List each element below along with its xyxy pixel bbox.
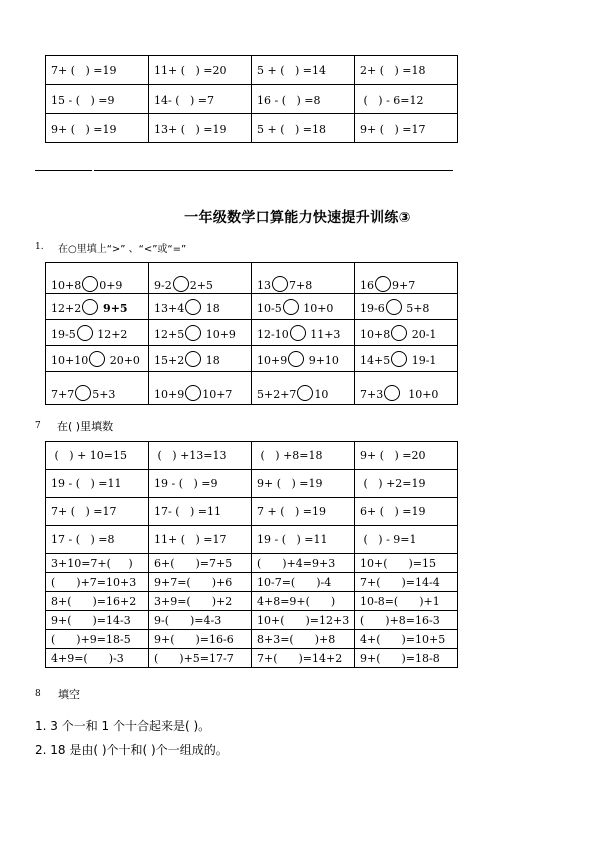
answer-circle-icon[interactable] [288,351,304,367]
question-number: 8 [35,689,41,699]
answer-circle-icon[interactable] [82,276,98,292]
equation-cell[interactable]: 16 - ( ) =8 [252,85,355,114]
compare-left: 10+8 [360,327,391,341]
compare-cell[interactable] [355,320,458,346]
compare-right: 20+0 [106,353,140,367]
equation-cell[interactable]: 6+( )=7+5 [149,554,252,573]
compare-cell[interactable] [252,346,355,372]
compare-cell[interactable] [355,372,458,405]
table-row [46,320,458,346]
compare-cell[interactable] [46,372,149,405]
table-row [46,372,458,405]
compare-left: 10+8 [51,278,82,292]
compare-left: 9-2 [154,278,172,292]
equation-cell[interactable]: ( )+9=18-5 [46,630,149,649]
equation-cell[interactable]: 10-7=( )-4 [252,573,355,592]
compare-right: 5+3 [92,387,116,401]
equation-cell[interactable]: 9+7=( )+6 [149,573,252,592]
table-row [46,649,458,668]
equation-cell[interactable]: ( )+7=10+3 [46,573,149,592]
fill-blank-item[interactable]: 1. 3 个一和 1 个十合起来是( )。 [35,719,211,733]
answer-circle-icon[interactable] [386,299,402,315]
compare-cell[interactable] [355,346,458,372]
answer-circle-icon[interactable] [185,299,201,315]
compare-right: 9+10 [305,353,339,367]
equation-cell[interactable]: ( ) - 9=1 [355,526,458,554]
equation-cell[interactable]: 7 + ( ) =19 [252,498,355,526]
compare-cell[interactable] [149,263,252,294]
equation-cell[interactable]: 5 + ( ) =14 [252,56,355,85]
table-row [46,526,458,554]
answer-circle-icon[interactable] [391,325,407,341]
equation-cell[interactable]: 7+ ( ) =19 [46,56,149,85]
question-instruction: 在○里填上“>” 、“<”或“=” [58,244,187,255]
answer-circle-icon[interactable] [384,385,400,401]
table-row [46,85,458,114]
table-row [46,294,458,320]
table-row [46,498,458,526]
compare-cell[interactable] [355,294,458,320]
equation-cell[interactable]: 4+9=( )-3 [46,649,149,668]
equation-cell[interactable]: 5 + ( ) =18 [252,114,355,143]
equation-cell[interactable]: 17- ( ) =11 [149,498,252,526]
worksheet-title: 一年级数学口算能力快速提升训练③ [184,210,411,226]
equation-table-top [45,55,458,143]
equation-cell[interactable]: 8+3=( )+8 [252,630,355,649]
compare-cell[interactable] [149,346,252,372]
compare-right: 9+7 [392,278,416,292]
compare-right: 2+5 [189,278,213,292]
equation-cell[interactable]: 6+ ( ) =19 [355,498,458,526]
compare-right: 0+9 [99,278,123,292]
fill-blank-item[interactable]: 2. 18 是由( )个十和( )个一组成的。 [35,743,228,757]
equation-cell[interactable]: 10+( )=12+3 [252,611,355,630]
equation-cell[interactable]: ( ) +13=13 [149,442,252,470]
question-number: 1. [35,242,44,252]
compare-cell[interactable] [252,320,355,346]
answer-circle-icon[interactable] [272,276,288,292]
answer-circle-icon[interactable] [89,351,105,367]
equation-cell[interactable]: 3+9=( )+2 [149,592,252,611]
compare-right: 18 [202,353,220,367]
compare-cell[interactable] [46,320,149,346]
equation-cell[interactable]: 11+ ( ) =20 [149,56,252,85]
compare-right: 10 [314,387,329,401]
answer-circle-icon[interactable] [82,299,98,315]
table-row [46,263,458,294]
compare-right: 7+8 [289,278,313,292]
compare-right: 11+3 [306,327,341,341]
equation-cell[interactable]: ( ) +2=19 [355,470,458,498]
equation-cell[interactable]: 7+( )=14-4 [355,573,458,592]
compare-right: 5+8 [402,301,430,315]
compare-left: 13+4 [154,301,185,315]
equation-cell[interactable]: 4+8=9+( ) [252,592,355,611]
equation-cell[interactable]: 10-8=( )+1 [355,592,458,611]
compare-left: 16 [360,278,374,292]
answer-circle-icon[interactable] [375,276,391,292]
equation-cell[interactable]: 13+ ( ) =19 [149,114,252,143]
compare-left: 7+7 [51,387,75,401]
table-row [46,56,458,85]
table-row [46,592,458,611]
compare-cell[interactable] [46,263,149,294]
equation-cell[interactable]: 9+ ( ) =19 [252,470,355,498]
table-row [46,554,458,573]
compare-right: 10+0 [401,387,439,401]
table-row [46,442,458,470]
compare-right: 9+5 [99,301,128,315]
answer-circle-icon[interactable] [185,325,201,341]
answer-circle-icon[interactable] [297,385,313,401]
equation-cell[interactable]: 19 - ( ) =9 [149,470,252,498]
compare-cell[interactable] [252,263,355,294]
equation-cell[interactable]: 9+( )=14-3 [46,611,149,630]
compare-left: 10+9 [154,387,185,401]
equation-cell[interactable]: ( )+4=9+3 [252,554,355,573]
compare-left: 12-10 [257,327,289,341]
compare-cell[interactable] [252,294,355,320]
equation-cell[interactable]: 9+( )=16-6 [149,630,252,649]
compare-right: 19-1 [408,353,437,367]
fill-number-table [45,441,458,668]
compare-left: 12+5 [154,327,185,341]
equation-cell[interactable]: 9+( )=18-8 [355,649,458,668]
equation-cell[interactable]: 19 - ( ) =11 [46,470,149,498]
equation-cell[interactable]: 14- ( ) =7 [149,85,252,114]
compare-right: 12+2 [93,327,128,341]
equation-cell[interactable]: ( ) + 10=15 [46,442,149,470]
equation-cell[interactable]: ( ) +8=18 [252,442,355,470]
equation-cell[interactable]: 3+10=7+( ) [46,554,149,573]
compare-left: 10+9 [257,353,288,367]
compare-cell[interactable] [46,294,149,320]
equation-cell[interactable]: 9-( )=4-3 [149,611,252,630]
compare-cell[interactable] [355,263,458,294]
table-row [46,114,458,143]
compare-left: 19-5 [51,327,76,341]
compare-cell[interactable] [149,320,252,346]
answer-circle-icon[interactable] [75,385,91,401]
equation-cell[interactable]: 7+( )=14+2 [252,649,355,668]
equation-cell[interactable]: 4+( )=10+5 [355,630,458,649]
equation-cell[interactable]: 9+ ( ) =20 [355,442,458,470]
compare-cell[interactable] [252,372,355,405]
divider-gap [92,168,94,172]
compare-right: 20-1 [408,327,437,341]
compare-right: 10+7 [202,387,233,401]
compare-left: 12+2 [51,301,82,315]
compare-cell[interactable] [149,372,252,405]
compare-left: 7+3 [360,387,384,401]
table-row [46,470,458,498]
equation-cell[interactable]: 9+ ( ) =17 [355,114,458,143]
question-heading: 填空 [58,688,80,701]
equation-cell[interactable]: 10+( )=15 [355,554,458,573]
compare-left: 14+5 [360,353,391,367]
equation-cell[interactable]: ( )+8=16-3 [355,611,458,630]
compare-cell[interactable] [46,346,149,372]
compare-left: 10+10 [51,353,89,367]
answer-circle-icon[interactable] [77,325,93,341]
equation-cell[interactable]: 7+ ( ) =17 [46,498,149,526]
answer-circle-icon[interactable] [185,351,201,367]
compare-left: 19-6 [360,301,385,315]
equation-cell[interactable]: 19 - ( ) =11 [252,526,355,554]
question-number: 7 [35,421,41,431]
equation-cell[interactable]: 9+ ( ) =19 [46,114,149,143]
compare-left: 5+2+7 [257,387,297,401]
compare-left: 10-5 [257,301,282,315]
table-row [46,573,458,592]
compare-right: 10+0 [299,301,334,315]
equation-cell[interactable]: 8+( )=16+2 [46,592,149,611]
answer-circle-icon[interactable] [391,351,407,367]
table-row [46,630,458,649]
equation-cell[interactable]: ( ) - 6=12 [355,85,458,114]
compare-table [45,262,458,405]
compare-right: 10+9 [202,327,236,341]
equation-cell[interactable]: 11+ ( ) =17 [149,526,252,554]
compare-cell[interactable] [149,294,252,320]
equation-cell[interactable]: ( )+5=17-7 [149,649,252,668]
equation-cell[interactable]: 2+ ( ) =18 [355,56,458,85]
table-row [46,611,458,630]
equation-cell[interactable]: 15 - ( ) =9 [46,85,149,114]
answer-circle-icon[interactable] [185,385,201,401]
answer-circle-icon[interactable] [290,325,306,341]
compare-left: 15+2 [154,353,185,367]
compare-right: 18 [202,301,220,315]
answer-circle-icon[interactable] [283,299,299,315]
answer-circle-icon[interactable] [173,276,189,292]
table-row [46,346,458,372]
section-divider [35,170,453,171]
question-instruction: 在( )里填数 [57,420,114,433]
compare-left: 13 [257,278,271,292]
equation-cell[interactable]: 17 - ( ) =8 [46,526,149,554]
